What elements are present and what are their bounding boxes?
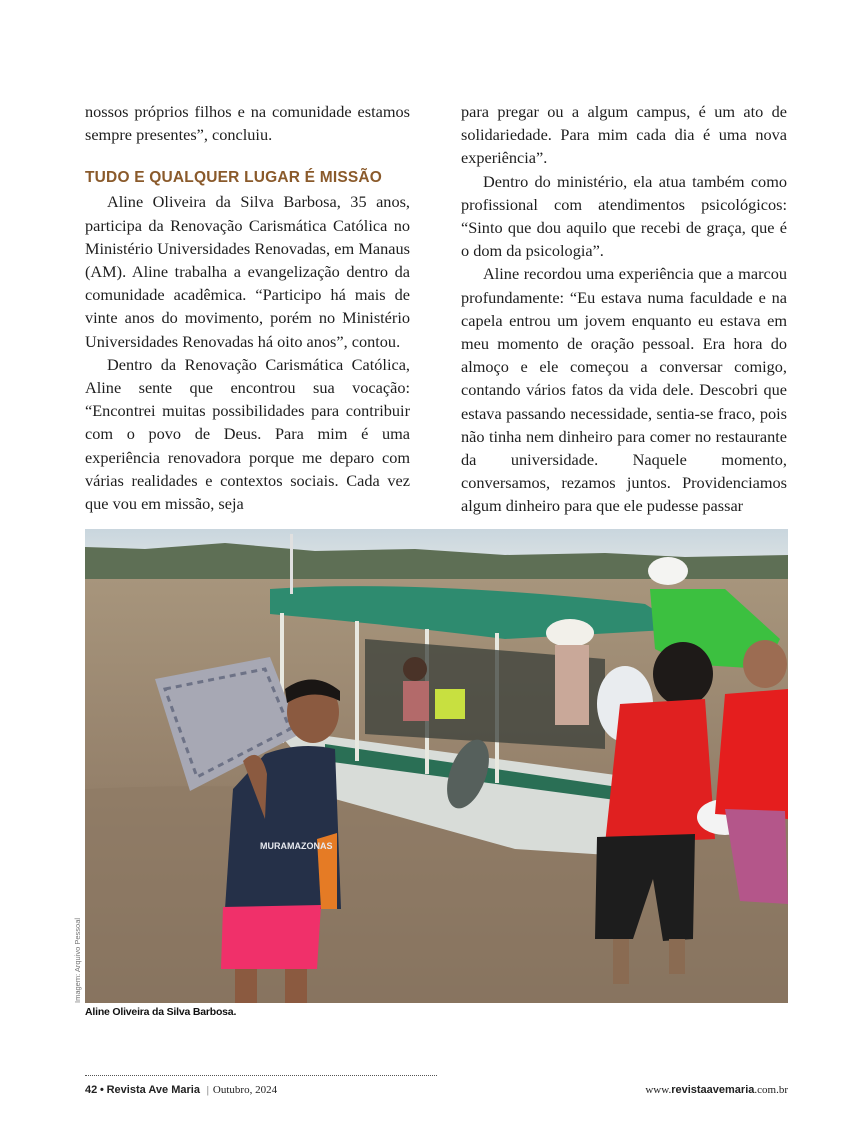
footer-bullet: • bbox=[100, 1084, 104, 1096]
passenger-head bbox=[403, 657, 427, 681]
river-boat-scene bbox=[85, 529, 788, 1003]
passenger bbox=[403, 681, 429, 721]
footer-left bbox=[85, 1084, 277, 1096]
leg bbox=[669, 939, 685, 974]
footer-url[interactable] bbox=[645, 1084, 788, 1096]
right-paragraph-2: Dentro do ministério, ela atua também como profissional com atendimentos psicológicos: “Sinto que dou aquilo que recebi de graça, que é o dom da psicologia”. bbox=[461, 171, 787, 261]
right-column bbox=[461, 100, 787, 518]
passenger-woman bbox=[555, 645, 589, 725]
footer-divider bbox=[85, 1075, 437, 1076]
white-cap bbox=[648, 557, 688, 585]
left-column bbox=[85, 100, 410, 515]
url-suffix: .com.br bbox=[754, 1084, 788, 1096]
pink-shorts bbox=[221, 905, 321, 969]
section-heading: TUDO E QUALQUER LUGAR É MISSÃO bbox=[85, 169, 383, 187]
white-hat bbox=[546, 619, 594, 647]
left-paragraph-1: nossos próprios filhos e na comunidade estamos sempre presentes”, concluiu. bbox=[85, 102, 410, 145]
issue-date: Outubro, 2024 bbox=[212, 1084, 278, 1096]
magazine-name: Revista Ave Maria bbox=[106, 1084, 200, 1096]
leg bbox=[235, 969, 257, 1003]
right-paragraph-3: Aline recordou uma experiência que a marcou profundamente: “Eu estava numa faculdade e na capela entrou um jovem enquanto eu estava em meu momento de oração pessoal. Era hora do almoço e ele começou a conversar comigo, contando vários fatos da vida dele. Descobri que estava passando necessidade, sentia-se fraco, pois não tinha nem dinheiro para comer no restaurante da universidade. Naquele momento, conversamos, rezamos juntos. Providenciamos algum dinheiro para que ele pudesse passar bbox=[461, 264, 787, 516]
right-paragraph-1: para pregar ou a algum campus, é um ato de solidariedade. Para mim cada dia é uma nova experiência”. bbox=[461, 102, 787, 168]
hair bbox=[653, 642, 713, 706]
article-photo bbox=[85, 529, 788, 1003]
footer-separator: | bbox=[206, 1084, 209, 1096]
photo-credit: Imagem: Arquivo Pessoal bbox=[73, 917, 82, 1003]
roof-post bbox=[355, 621, 359, 761]
photo-caption: Aline Oliveira da Silva Barbosa. bbox=[85, 1006, 237, 1018]
life-vest bbox=[435, 689, 465, 719]
red-tank-top bbox=[715, 689, 788, 819]
shirt-logo-text: MURAMAZONAS bbox=[260, 841, 333, 851]
url-prefix: www. bbox=[645, 1084, 672, 1096]
leg bbox=[613, 939, 629, 984]
head bbox=[743, 640, 787, 688]
url-domain: revistaavemaria bbox=[671, 1084, 755, 1096]
mast bbox=[290, 534, 293, 594]
left-paragraph-3: Dentro da Renovação Carismática Católica, Aline sente que encontrou sua vocação: “Encontrei muitas possibilidades para contribuir com o povo de Deus. Para mim é uma experiência renovadora porque me deparo com várias realidades e contextos sociais. Cada vez que vou em missão, seja bbox=[85, 354, 410, 514]
page-number: 42 bbox=[85, 1084, 98, 1096]
left-paragraph-2: Aline Oliveira da Silva Barbosa, 35 anos, participa da Renovação Carismática Católica no Ministério Universidades Renovadas, em Manaus (AM). Aline trabalha a evangelização dentro da comunidade acadêmica. “Participo há mais de vinte anos do movimento, porém no Ministério Universidades Renovadas há oito anos”, contou. bbox=[85, 192, 410, 351]
leg bbox=[285, 969, 307, 1003]
